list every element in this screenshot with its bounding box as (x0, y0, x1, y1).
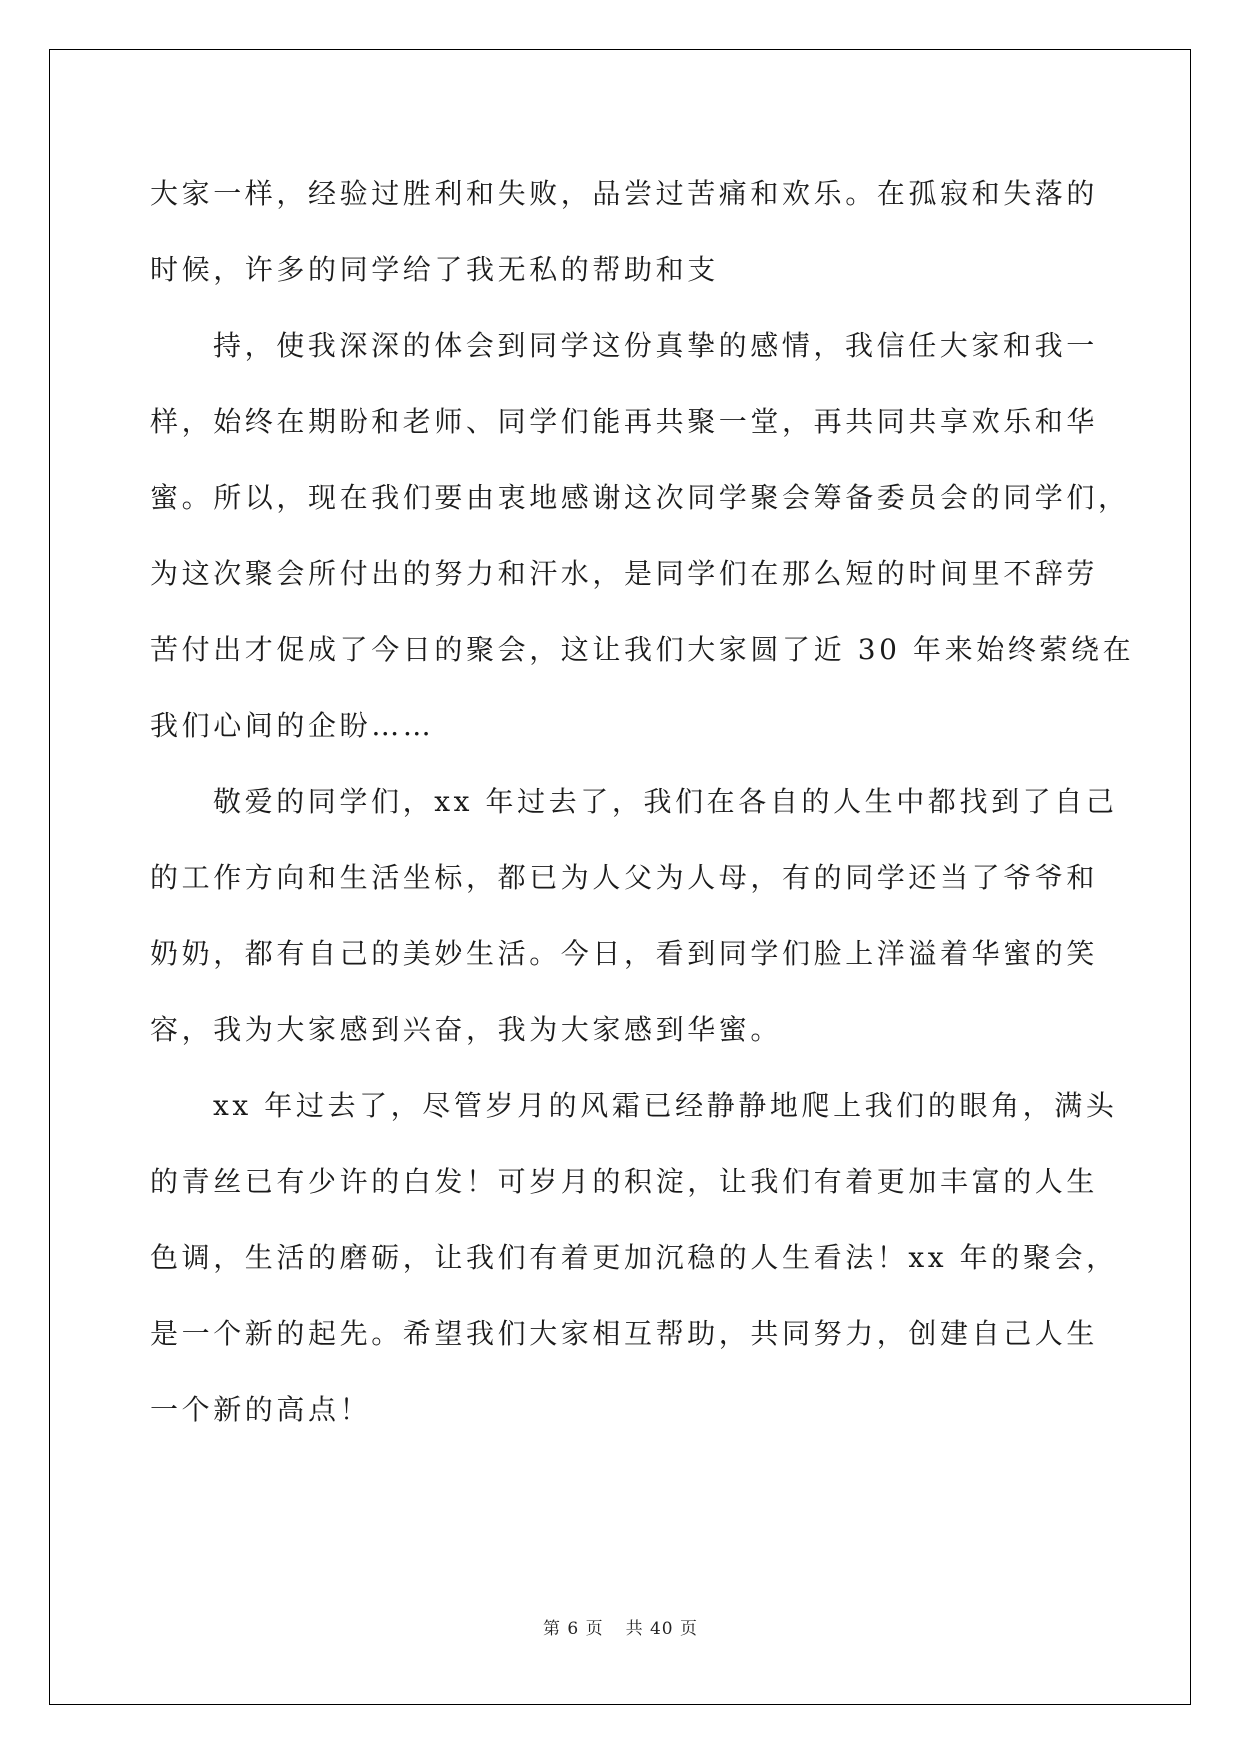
text-line: 持，使我深深的体会到同学这份真挚的感情，我信任大家和我一 (213, 329, 1098, 362)
text-line: 敬爱的同学们，xx 年过去了，我们在各自的人生中都找到了自己 (213, 785, 1118, 818)
text-line: 我们心间的企盼…… (150, 709, 435, 742)
text-line: 时候，许多的同学给了我无私的帮助和支 (150, 253, 719, 286)
text-line: 蜜。所以，现在我们要由衷地感谢这次同学聚会筹备委员会的同学们， (150, 481, 1130, 514)
text-line: 色调，生活的磨砺，让我们有着更加沉稳的人生看法！xx 年的聚会， (150, 1241, 1118, 1274)
text-line: 苦付出才促成了今日的聚会，这让我们大家圆了近 30 年来始终萦绕在 (150, 633, 1135, 666)
text-line: 一个新的高点！ (150, 1393, 372, 1426)
text-line: 的工作方向和生活坐标，都已为人父为人母，有的同学还当了爷爷和 (150, 861, 1099, 894)
text-line: xx 年过去了，尽管岁月的风霜已经静静地爬上我们的眼角，满头 (213, 1089, 1118, 1122)
text-line: 的青丝已有少许的白发！可岁月的积淀，让我们有着更加丰富的人生 (150, 1165, 1099, 1198)
text-line: 是一个新的起先。希望我们大家相互帮助，共同努力，创建自己人生 (150, 1317, 1099, 1350)
text-line: 奶奶，都有自己的美妙生活。今日，看到同学们脸上洋溢着华蜜的笑 (150, 937, 1099, 970)
text-line: 为这次聚会所付出的努力和汗水，是同学们在那么短的时间里不辞劳 (150, 557, 1099, 590)
text-line: 样，始终在期盼和老师、同学们能再共聚一堂，再共同共享欢乐和华 (150, 405, 1099, 438)
document-body (150, 156, 1135, 1448)
page-number: 第 6 页 (542, 1619, 604, 1639)
page-total: 共 40 页 (625, 1619, 699, 1639)
page-footer (0, 1614, 1241, 1639)
text-line: 大家一样，经验过胜利和失败，品尝过苦痛和欢乐。在孤寂和失落的 (150, 177, 1099, 210)
text-line: 容，我为大家感到兴奋，我为大家感到华蜜。 (150, 1013, 783, 1046)
